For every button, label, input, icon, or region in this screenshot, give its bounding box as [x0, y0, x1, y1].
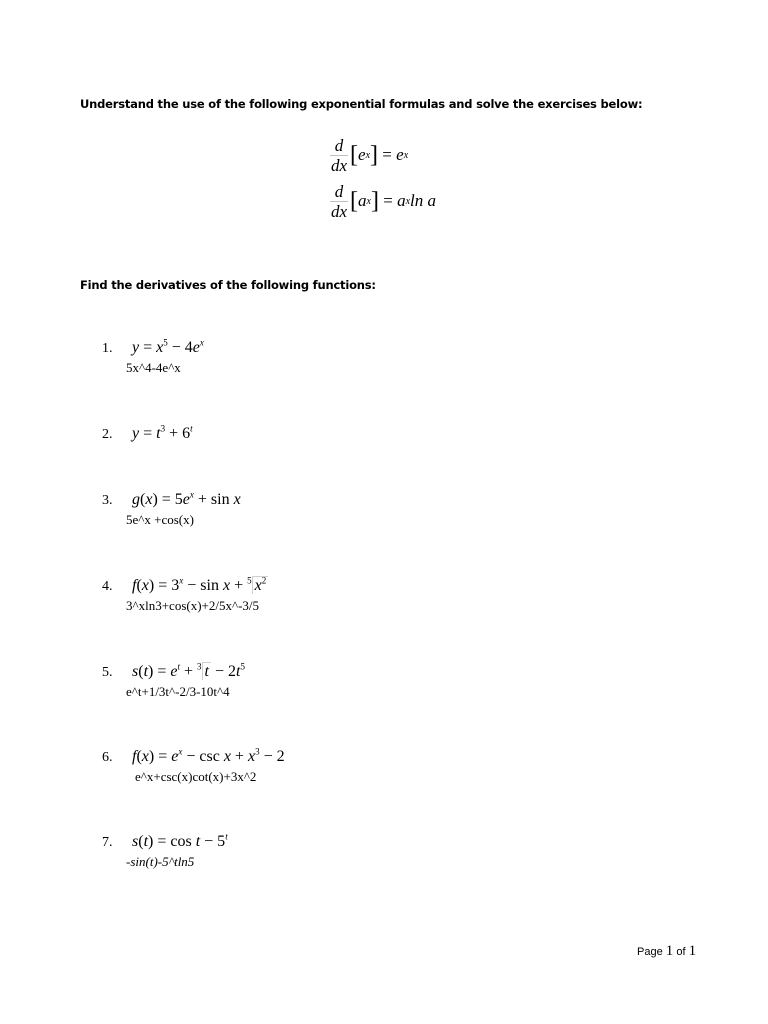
- exercise-answer: 5x^4-4e^x: [126, 360, 181, 375]
- exercise-item: [102, 424, 193, 443]
- exercise-equation: $f(x) = 3^x - \sin x + ^5$ $x^2$: [132, 576, 267, 595]
- exercise-equation: $s(t) = \cos t - 5^t$: [132, 832, 228, 851]
- frac-denominator: dx: [331, 201, 348, 221]
- exercise-equation: $g(x) = 5e^x + \sin x$: [132, 490, 241, 509]
- footer-of-word: of: [676, 946, 686, 958]
- exercise-item: [102, 662, 245, 699]
- exercise-number: 3.: [102, 493, 113, 509]
- formula-exp-e: $\frac{d}{dx}$ [ e x ] = e x: [331, 135, 409, 175]
- formula-exp-a: $\frac{d}{dx}$ [ a x ] = a x ln a: [331, 181, 437, 221]
- formula-rhs-exponent: x: [405, 195, 411, 207]
- exercise-number: 6.: [102, 750, 113, 766]
- exercise-number: 5.: [102, 665, 113, 681]
- exercise-item: [102, 490, 241, 527]
- formula-exponent: x: [365, 149, 371, 161]
- exercise-answer: -sin(t)-5^tln5: [126, 854, 195, 869]
- formula-rhs-base: e: [396, 145, 404, 164]
- exercise-item: [102, 747, 285, 784]
- formula-exponent: x: [366, 195, 371, 207]
- exercise-number: 4.: [102, 579, 113, 595]
- exercise-equation: $y = x^5 - 4e^x$: [132, 338, 204, 357]
- exercise-item: [102, 576, 268, 613]
- exercise-answer: 5e^x +cos(x): [126, 512, 194, 527]
- formula-rhs-base: a: [397, 191, 406, 210]
- frac-denominator: dx: [331, 155, 348, 175]
- formula-rhs-exponent: x: [403, 149, 409, 161]
- exercise-answer: 3^xln3+cos(x)+2/5x^-3/5: [126, 598, 260, 613]
- footer-page-word: Page: [637, 946, 663, 958]
- frac-numerator: d: [334, 135, 344, 155]
- exercise-answer: e^t+1/3t^-2/3-10t^4: [126, 684, 230, 699]
- footer-total-pages: 1: [688, 943, 697, 959]
- derivative-operator: [330, 182, 348, 221]
- intro-heading: Understand the use of the following exponential formulas and solve the exercises below:: [80, 97, 643, 111]
- formula-block: [330, 132, 436, 224]
- exercise-equation: $s(t) = e^t + ^3$ $t - 2t^5$: [132, 662, 245, 681]
- exercise-answer: e^x+csc(x)cot(x)+3x^2: [135, 769, 257, 784]
- derivative-operator: [330, 136, 348, 175]
- formula-rhs-tail: ln a: [410, 191, 437, 210]
- formula-base: e: [358, 145, 366, 164]
- exercise-item: [102, 338, 204, 375]
- footer-current-page: 1: [665, 943, 674, 959]
- exercise-number: 1.: [102, 341, 113, 357]
- exercise-equation: $f(x) = e^x - \csc x + x^3 - 2$: [132, 747, 285, 766]
- exercise-number: 7.: [102, 835, 113, 851]
- exercise-item: [102, 832, 228, 869]
- exercise-equation: $y = t^3 + 6^t$: [132, 424, 193, 443]
- section-heading: Find the derivatives of the following functions:: [80, 278, 376, 292]
- page-footer: [637, 943, 696, 960]
- frac-numerator: d: [334, 181, 344, 201]
- exercise-number: 2.: [102, 427, 113, 443]
- formula-base: a: [358, 191, 367, 210]
